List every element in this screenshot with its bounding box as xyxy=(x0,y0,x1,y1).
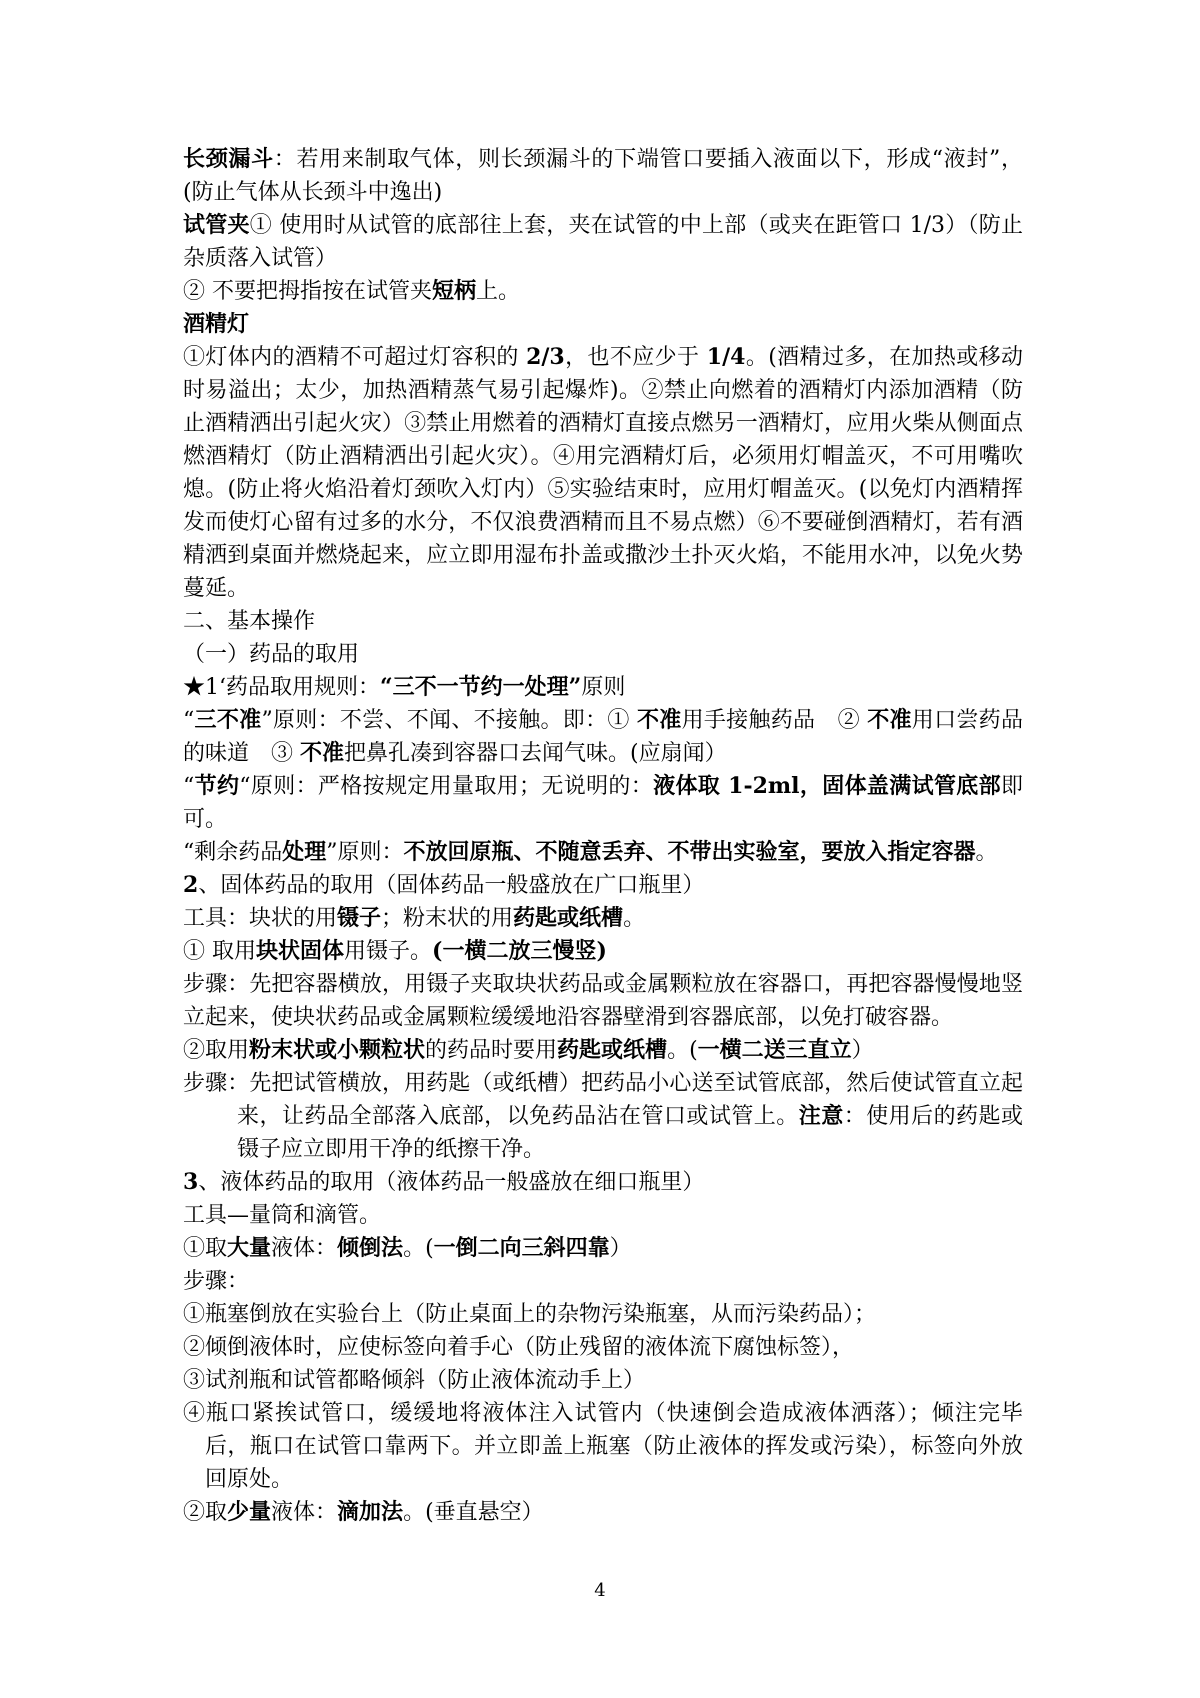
text-run: 。(垂直悬空） xyxy=(403,1500,544,1525)
text-run: ①瓶塞倒放在实验台上（防止桌面上的杂物污染瓶塞，从而污染药品）； xyxy=(183,1302,877,1327)
paragraph-steps-label xyxy=(183,1265,1023,1298)
bold-run: 试管夹 xyxy=(183,212,250,238)
text-run: ”原则： xyxy=(326,840,404,865)
paragraph-rule-jieyue xyxy=(183,770,1023,836)
bold-run: 滴加法 xyxy=(337,1499,404,1525)
text-run: ，也不应少于 xyxy=(564,345,707,370)
bold-run: 不放回原瓶、不随意丢弃、不带出实验室，要放入指定容器 xyxy=(403,839,976,865)
text-run: ①取 xyxy=(183,1236,228,1261)
bold-run: 液体取 1-2ml，固体盖满试管底部 xyxy=(653,773,1001,799)
paragraph-step-1 xyxy=(183,1298,1023,1331)
paragraph-liquid-large xyxy=(183,1232,1023,1265)
text-run: 的药品时要用 xyxy=(425,1038,558,1063)
text-run: 用手接触药品 ② xyxy=(681,708,868,733)
bold-run: 长颈漏斗 xyxy=(183,146,274,172)
text-run: ②取 xyxy=(183,1500,228,1525)
bold-run: 少量 xyxy=(227,1499,272,1525)
bold-run: 2 xyxy=(183,872,199,898)
text-run: ：使用后的药匙或镊子应立即用干净的纸擦干净。 xyxy=(237,1104,1023,1162)
text-run: 。( xyxy=(667,1038,698,1063)
bold-run: 不准 xyxy=(300,740,345,766)
paragraph-section-2 xyxy=(183,605,1023,638)
text-run: 。 xyxy=(975,840,998,865)
paragraph-liquid-tools xyxy=(183,1199,1023,1232)
bold-run: 药匙或纸槽 xyxy=(557,1037,668,1063)
paragraph-liquid-title xyxy=(183,1166,1023,1199)
text-run: 。 xyxy=(623,906,646,931)
paragraph-rule-chuli xyxy=(183,836,1023,869)
paragraph-solid-powder xyxy=(183,1034,1023,1067)
text-run: 二、基本操作 xyxy=(183,609,316,634)
paragraph-step-2 xyxy=(183,1331,1023,1364)
paragraph-lamp-body xyxy=(183,341,1023,605)
bold-run: 三不准 xyxy=(194,707,262,733)
text-run: ①灯体内的酒精不可超过灯容积的 xyxy=(183,345,527,370)
text-run: ） xyxy=(609,1236,632,1261)
paragraph-step-4 xyxy=(183,1397,1023,1496)
text-run: “ xyxy=(183,774,195,799)
text-run: 用口尝药品的味道 ③ xyxy=(183,708,1023,766)
bold-run: 一横二送三直立 xyxy=(697,1037,852,1063)
paragraph-solid-title xyxy=(183,869,1023,902)
paragraph-rule-sanbu xyxy=(183,704,1023,770)
paragraph-step-3 xyxy=(183,1364,1023,1397)
text-run: 工具：块状的用 xyxy=(183,906,338,931)
bold-run: 处理 xyxy=(282,839,327,865)
text-run: ；粉末状的用 xyxy=(381,906,514,931)
bold-run: 药匙或纸槽 xyxy=(513,905,624,931)
bold-run: 倾倒法 xyxy=(337,1235,404,1261)
text-run: “ xyxy=(183,708,195,733)
paragraph-solid-block-steps xyxy=(183,968,1023,1034)
text-run: 。(酒精过多，在加热或移动时易溢出；太少，加热酒精蒸气易引起爆炸)。②禁止向燃着的酒精灯内添加酒精（防止酒精洒出引起火灾）③禁止用燃着的酒精灯直接点燃另一酒精灯，应用火柴从侧面点燃酒精灯（防止酒精洒出引起火灾）。④用完酒精灯后，必须用灯帽盖灭，不可用嘴吹熄。(防止将火焰沿着灯颈吹入灯内）⑤实验结束时，应用灯帽盖灭。(以免灯内酒精挥发而使灯心留有过多的水分，不仅浪费酒精而且不易点燃）⑥不要碰倒酒精灯，若有酒精洒到桌面并燃烧起来，应立即用湿布扑盖或撒沙土扑灭火焰，不能用水冲，以免火势蔓延。 xyxy=(183,345,1023,601)
paragraph-sub-1 xyxy=(183,638,1023,671)
text-run: ★1‘药品取用规则： xyxy=(183,675,380,700)
text-run: 把鼻孔凑到容器口去闻气味。(应扇闻） xyxy=(344,741,727,766)
text-run: 步骤：先把容器横放，用镊子夹取块状药品或金属颗粒放在容器口，再把容器慢慢地竖立起来，使块状药品或金属颗粒缓缓地沿容器壁滑到容器底部，以免打破容器。 xyxy=(183,972,1023,1030)
paragraph-solid-tools xyxy=(183,902,1023,935)
bold-run: 3 xyxy=(183,1169,199,1195)
text-run: ②倾倒液体时，应使标签向着手心（防止残留的液体流下腐蚀标签）， xyxy=(183,1335,855,1360)
text-run: ”原则：不尝、不闻、不接触。即：① xyxy=(261,708,637,733)
bold-run: 不准 xyxy=(867,707,912,733)
bold-run: 粉末状或小颗粒状 xyxy=(249,1037,426,1063)
bold-run: (一横二放三慢竖) xyxy=(432,938,607,964)
text-run: 原则 xyxy=(581,675,626,700)
text-run: ②取用 xyxy=(183,1038,250,1063)
text-run: 上。 xyxy=(476,279,521,304)
text-run: “剩余药品 xyxy=(183,840,283,865)
bold-run: 块状固体 xyxy=(256,938,345,964)
text-run: 、液体药品的取用（液体药品一般盛放在细口瓶里） xyxy=(198,1170,705,1195)
bold-run: 1/4 xyxy=(706,344,746,370)
text-run: 液体： xyxy=(271,1500,338,1525)
bold-run: 不准 xyxy=(636,707,682,733)
text-run: 步骤：先把试管横放，用药匙（或纸槽）把药品小心送至试管底部，然后使试管直立起来，让药品全部落入底部，以免药品沾在管口或试管上。 xyxy=(183,1071,1023,1129)
bold-run: 短柄 xyxy=(432,278,477,304)
bold-run: “三不一节约一处理” xyxy=(380,674,582,700)
text-run: （一）药品的取用 xyxy=(183,642,360,667)
paragraph-clamp-1 xyxy=(183,209,1023,275)
paragraph-rule-1 xyxy=(183,671,1023,704)
bold-run: 一倒二向三斜四靠 xyxy=(433,1235,610,1261)
bold-run: 大量 xyxy=(227,1235,272,1261)
paragraph-solid-block xyxy=(183,935,1023,968)
text-run: 用镊子。 xyxy=(344,939,433,964)
bold-run: 注意 xyxy=(798,1103,844,1129)
paragraph-liquid-small xyxy=(183,1496,1023,1529)
paragraph-lamp-title xyxy=(183,308,1023,341)
page-number: 4 xyxy=(594,1580,606,1601)
bold-run: 节约 xyxy=(194,773,240,799)
text-run: ① 使用时从试管的底部往上套，夹在试管的中上部（或夹在距管口 1/3）（防止杂质落入试管） xyxy=(183,213,1023,271)
text-run: ② 不要把拇指按在试管夹 xyxy=(183,279,432,304)
text-run: ：若用来制取气体，则长颈漏斗的下端管口要插入液面以下，形成“液封”，(防止气体从长颈斗中逸出) xyxy=(183,147,1023,205)
text-run: ③试剂瓶和试管都略倾斜（防止液体流动手上） xyxy=(183,1368,646,1393)
text-run: 液体： xyxy=(271,1236,338,1261)
text-run: ① 取用 xyxy=(183,939,256,964)
text-run: 即可。 xyxy=(183,774,1023,832)
paragraph-clamp-2 xyxy=(183,275,1023,308)
document-body xyxy=(183,143,1023,1529)
bold-run: 2/3 xyxy=(526,344,565,370)
text-run: ④瓶口紧挨试管口，缓缓地将液体注入试管内（快速倒会造成液体洒落）；倾注完毕后，瓶口在试管口靠两下。并立即盖上瓶塞（防止液体的挥发或污染），标签向外放回原处。 xyxy=(183,1401,1023,1492)
text-run: ） xyxy=(851,1038,874,1063)
bold-run: 镊子 xyxy=(337,905,382,931)
paragraph-solid-powder-steps xyxy=(183,1067,1023,1166)
bold-run: 酒精灯 xyxy=(183,311,250,337)
text-run: 工具—量筒和滴管。 xyxy=(183,1203,382,1228)
text-run: 、固体药品的取用（固体药品一般盛放在广口瓶里） xyxy=(198,873,705,898)
text-run: “原则：严格按规定用量取用；无说明的： xyxy=(239,774,654,799)
text-run: 。( xyxy=(403,1236,434,1261)
paragraph-funnel xyxy=(183,143,1023,209)
text-run: 步骤： xyxy=(183,1269,250,1294)
